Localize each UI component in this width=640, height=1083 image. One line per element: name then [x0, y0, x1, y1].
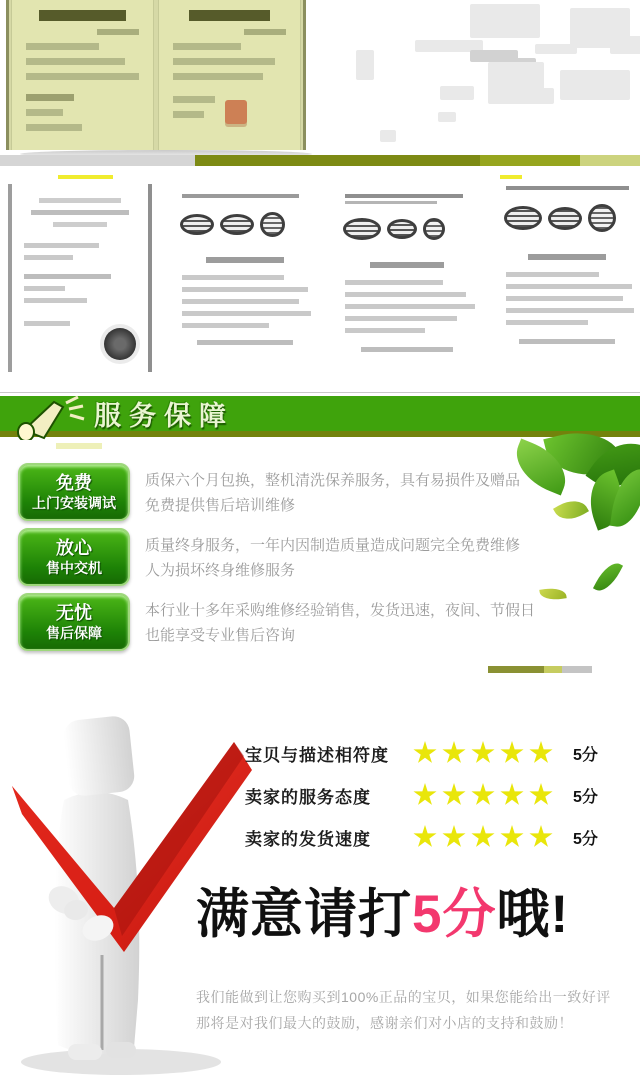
divider-olive [195, 155, 480, 166]
star-icon [500, 783, 524, 807]
mini-divider [562, 666, 592, 673]
cert-logo-icon [343, 218, 381, 240]
cert-badge-icon [588, 204, 616, 232]
service-badge-free-install: 免费 上门安装调试 [18, 463, 130, 521]
hairline [0, 392, 640, 393]
star-icon [471, 783, 495, 807]
mini-divider [488, 666, 544, 673]
certificate-title-bar [189, 10, 271, 21]
service-badge-aftersales: 无忧 售后保障 [18, 593, 130, 651]
cert-logo-icon [504, 206, 542, 230]
cert-badge-icon [423, 218, 445, 240]
document-test-report [333, 188, 481, 383]
cert-badge-icon [260, 212, 285, 237]
star-rating [413, 825, 559, 849]
star-icon [500, 741, 524, 765]
thank-you-note: 我们能做到让您购买到100%正品的宝贝，如果您能给出一致好评 那将是对我们最大的鼓励，感谢亲们对小店的支持和鼓励！ [196, 989, 611, 1031]
certificate-subtitle-bar [244, 29, 286, 35]
certificate-title-bar [39, 10, 126, 21]
document-test-report [170, 186, 320, 378]
certificate-subtitle-bar [97, 29, 139, 35]
star-icon [442, 825, 466, 849]
round-seal [104, 328, 136, 360]
star-icon [529, 783, 553, 807]
five-star-slogan: 满意请打5分哦! [196, 885, 570, 944]
rating-row-shipping-speed: 卖家的发货速度 5分 [245, 820, 598, 854]
star-rating [413, 741, 559, 765]
slogan-highlight: 5分 [412, 885, 497, 944]
divider-olive-pale [580, 155, 640, 166]
star-icon [442, 783, 466, 807]
service-desc: 质保六个月包换，整机清洗保养服务，具有易损件及赠品 免费提供售后培训维修 [145, 472, 521, 514]
rating-row-service-attitude: 卖家的服务态度 5分 [245, 778, 598, 812]
service-desc: 本行业十多年采购维修经验销售，发货迅速，夜间、节假日 也能享受专业售后咨询 [145, 602, 536, 644]
red-seal [225, 100, 247, 124]
certification-logos [504, 204, 630, 232]
star-icon [471, 825, 495, 849]
megaphone-icon [16, 394, 86, 440]
star-icon [442, 741, 466, 765]
cert-logo-icon [220, 214, 254, 235]
document-test-report [494, 180, 640, 385]
star-icon [471, 741, 495, 765]
cert-logo-icon [548, 207, 582, 230]
star-icon [529, 741, 553, 765]
yellow-mark [58, 175, 113, 179]
certificate-page-left [11, 0, 154, 150]
certificate-page-right [158, 0, 301, 150]
certification-logos [180, 212, 310, 237]
star-icon [413, 741, 437, 765]
service-section-title: 服务保障 [94, 401, 234, 431]
faint-certificate-scans [320, 0, 640, 152]
service-badge-secure-delivery: 放心 售中交机 [18, 528, 130, 586]
star-rating [413, 783, 559, 807]
star-icon [529, 825, 553, 849]
certification-logos [343, 218, 471, 240]
cert-logo-icon [180, 214, 214, 235]
icon-base [56, 443, 102, 449]
star-icon [500, 825, 524, 849]
cert-logo-icon [387, 219, 417, 239]
divider-gray [0, 155, 195, 166]
service-section-header [0, 396, 640, 437]
star-icon [413, 825, 437, 849]
star-icon [413, 783, 437, 807]
rating-row-description-match: 宝贝与描述相符度 5分 [245, 736, 598, 770]
service-desc: 质量终身服务，一年内因制造质量造成问题完全免费维修 人为损坏终身维修服务 [145, 537, 521, 579]
divider-olive-light [480, 155, 580, 166]
document-certificate [8, 184, 152, 372]
mini-divider [544, 666, 562, 673]
yellow-mark [500, 175, 522, 179]
certificate-book [6, 0, 306, 150]
